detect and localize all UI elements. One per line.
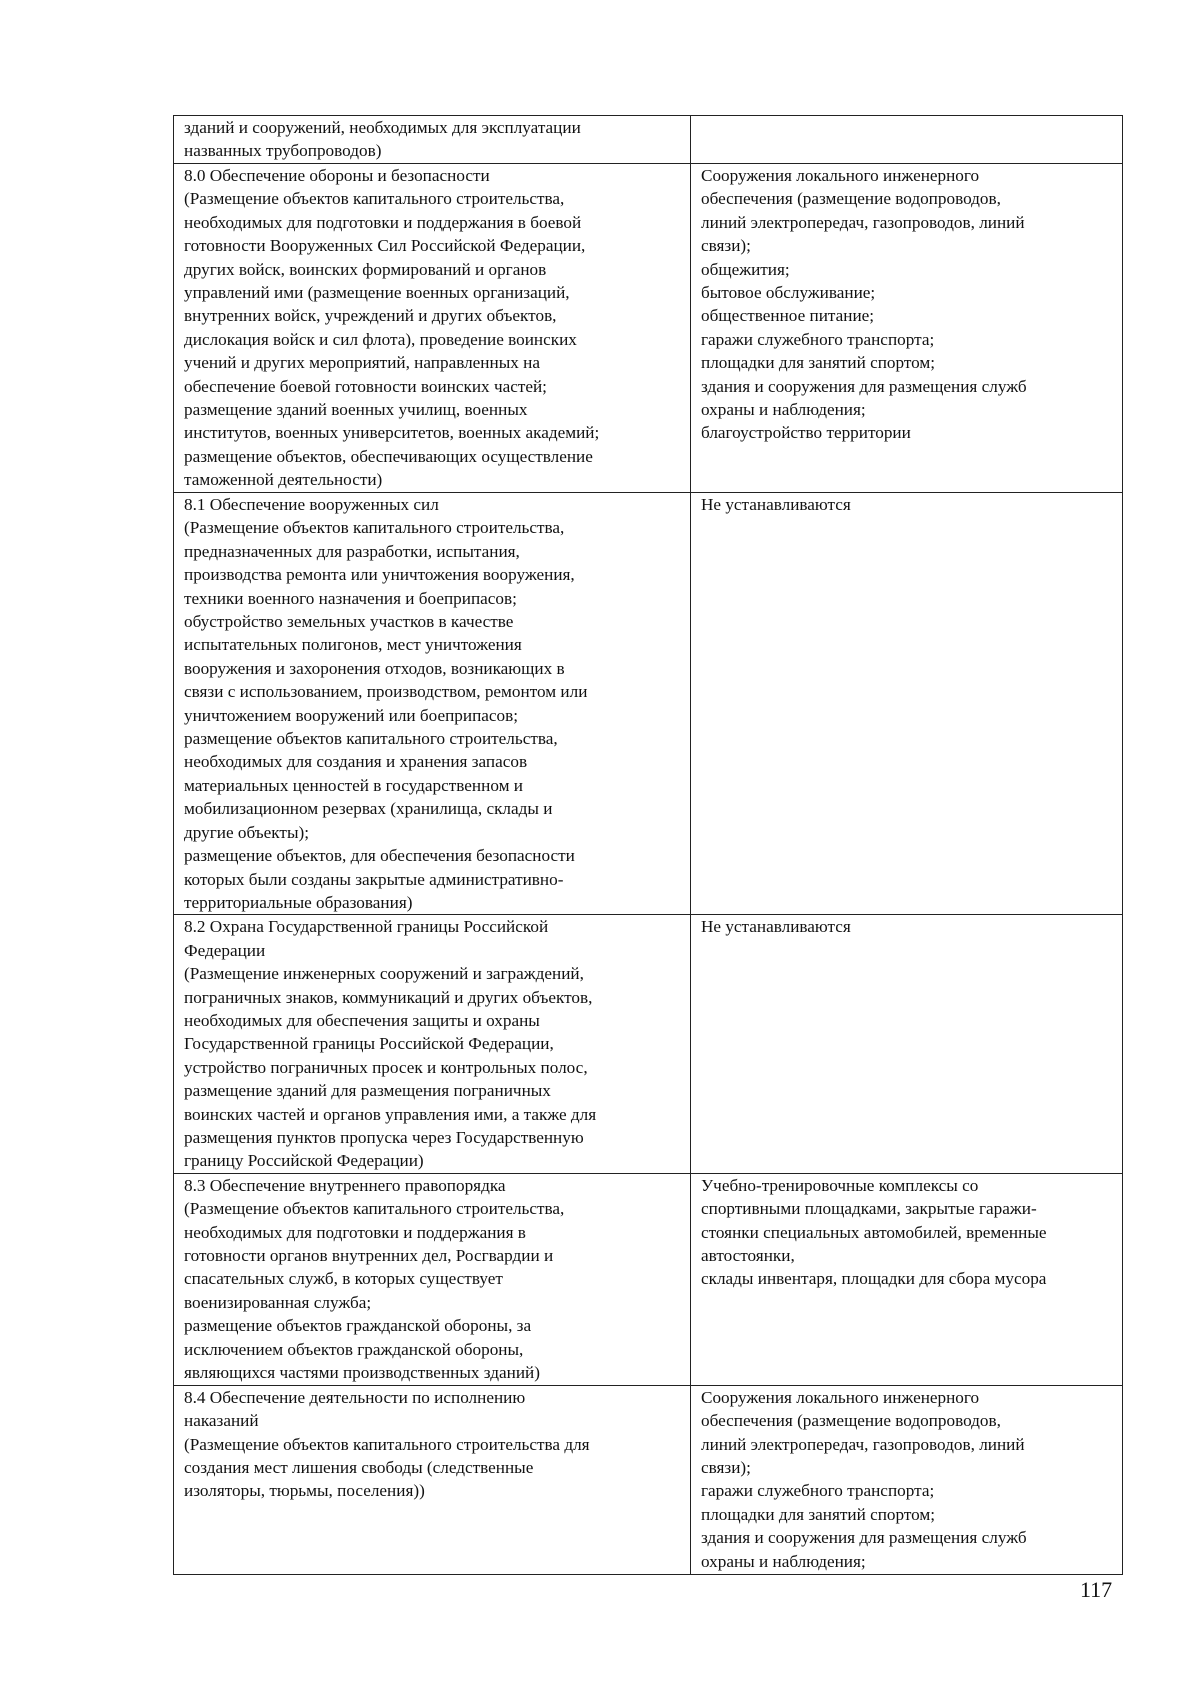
auxiliary-use-cell (691, 116, 1123, 164)
auxiliary-use-cell: Учебно-тренировочные комплексы со спортивными площадками, закрытые гаражи- стоянки специальных автомобилей, временные автостоянки, склады инвентаря, площадки для сбора мусора (691, 1173, 1123, 1385)
table-row (174, 116, 1123, 164)
zoning-table (173, 115, 1123, 1575)
table-row (174, 1385, 1123, 1574)
auxiliary-use-cell: Не устанавливаются (691, 915, 1123, 1173)
use-type-cell: зданий и сооружений, необходимых для эксплуатации названных трубопроводов) (174, 116, 691, 164)
table-row (174, 915, 1123, 1173)
use-type-cell: 8.3 Обеспечение внутреннего правопорядка (Размещение объектов капитального строительства, необходимых для подготовки и поддержания в готовности органов внутренних дел, Росгвардии и спасательных служб, в которых существует военизированная служба; размещение объектов гражданской обороны, за исключением объектов гражданской обороны, являющихся частями производственных зданий) (174, 1173, 691, 1385)
table-row (174, 1173, 1123, 1385)
table-row (174, 493, 1123, 915)
use-type-cell: 8.0 Обеспечение обороны и безопасности (Размещение объектов капитального строительства, необходимых для подготовки и поддержания в боевой готовности Вооруженных Сил Российской Федерации, других войск, воинских формирований и органов управлений ими (размещение военных организаций, внутренних войск, учреждений и других объектов, дислокация войск и сил флота), проведение воинских учений и других мероприятий, направленных на обеспечение боевой готовности воинских частей; размещение зданий военных училищ, военных институтов, военных университетов, военных академий; размещение объектов, обеспечивающих осуществление таможенной деятельности) (174, 164, 691, 493)
auxiliary-use-cell: Сооружения локального инженерного обеспечения (размещение водопроводов, линий электропередач, газопроводов, линий связи); гаражи служебного транспорта; площадки для занятий спортом; здания и сооружения для размещения служб охраны и наблюдения; (691, 1385, 1123, 1574)
auxiliary-use-cell: Сооружения локального инженерного обеспечения (размещение водопроводов, линий электропередач, газопроводов, линий связи); общежития; бытовое обслуживание; общественное питание; гаражи служебного транспорта; площадки для занятий спортом; здания и сооружения для размещения служб охраны и наблюдения; благоустройство территории (691, 164, 1123, 493)
use-type-cell: 8.2 Охрана Государственной границы Российской Федерации (Размещение инженерных сооружений и заграждений, пограничных знаков, коммуникаций и других объектов, необходимых для обеспечения защиты и охраны Государственной границы Российской Федерации, устройство пограничных просек и контрольных полос, размещение зданий для размещения пограничных воинских частей и органов управления ими, а также для размещения пунктов пропуска через Государственную границу Российской Федерации) (174, 915, 691, 1173)
use-type-cell: 8.4 Обеспечение деятельности по исполнению наказаний (Размещение объектов капитального строительства для создания мест лишения свободы (следственные изоляторы, тюрьмы, поселения)) (174, 1385, 691, 1574)
use-type-cell: 8.1 Обеспечение вооруженных сил (Размещение объектов капитального строительства, предназначенных для разработки, испытания, производства ремонта или уничтожения вооружения, техники военного назначения и боеприпасов; обустройство земельных участков в качестве испытательных полигонов, мест уничтожения вооружения и захоронения отходов, возникающих в связи с использованием, производством, ремонтом или уничтожением вооружений или боеприпасов; размещение объектов капитального строительства, необходимых для создания и хранения запасов материальных ценностей в государственном и мобилизационном резервах (хранилища, склады и другие объекты); размещение объектов, для обеспечения безопасности которых были созданы закрытые административно- территориальные образования) (174, 493, 691, 915)
auxiliary-use-cell: Не устанавливаются (691, 493, 1123, 915)
page-number: 117 (1080, 1577, 1113, 1602)
table-row (174, 164, 1123, 493)
